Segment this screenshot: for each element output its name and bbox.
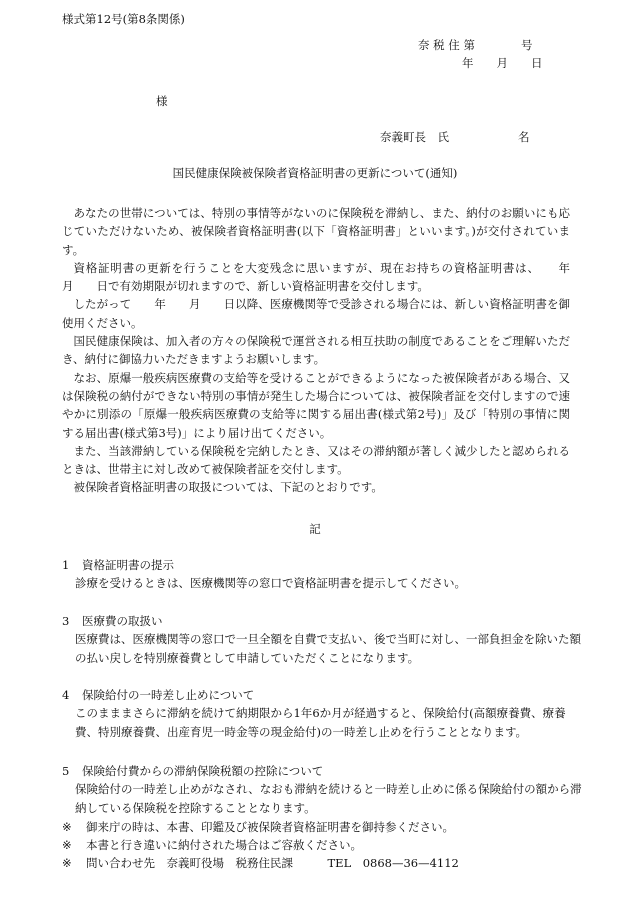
note-mark: ※	[62, 820, 72, 834]
issue-date: 年 月 日	[462, 56, 543, 70]
ki-heading: 記	[309, 522, 321, 536]
paragraph: 資格証明書の更新を行うことを大変残念に思いますが、現在お持ちの資格証明書は、 年 月 日で有効期限が切れますので、新しい資格証明書を交付します。	[62, 260, 593, 294]
section-heading: 資格証明書の提示	[82, 558, 174, 572]
section-3	[62, 612, 582, 667]
section-body: 医療費は、医療機関等の窓口で一旦全額を自費で支払い、後で当町に対し、一部負担金を除いた額の払い戻しを特別療養費として申請していただくことになります。	[75, 632, 581, 665]
section-body: 保険給付の一時差し止めがなされ、なおも滞納を続けると一時差し止めに係る保険給付の額から滞納している保険税を控除することとなります。	[75, 782, 582, 815]
note-contact	[62, 854, 582, 872]
section-body: 診療を受けるときは、医療機関等の窓口で資格証明書を提示してください。	[75, 576, 466, 591]
notice-body	[62, 204, 593, 497]
note-mark: ※	[62, 856, 72, 870]
paragraph: 被保険者資格証明書の取扱については、下記のとおりです。	[73, 480, 383, 495]
document-number: 奈 税 住 第 号	[418, 38, 533, 52]
section-number: 3	[62, 614, 70, 628]
note-bring-items	[62, 818, 582, 836]
section-5	[62, 762, 582, 817]
section-heading: 保険給付の一時差し止めについて	[82, 688, 255, 702]
section-number: 5	[62, 764, 70, 778]
section-number: 1	[62, 558, 70, 572]
document-title: 国民健康保険被保険者資格証明書の更新について(通知)	[172, 166, 458, 180]
section-number: 4	[62, 688, 70, 702]
section-body: このまままさらに滞納を続けて納期限から1年6か月が経過すると、保険給付(高額療養費、療養費、特別療養費、出産育児一時金等の現金給付)の一時差し止めを行うこととなります。	[75, 706, 566, 739]
note-text: 問い合わせ先 奈義町役場 税務住民課 TEL 0868—36—4112	[86, 856, 459, 870]
note-mark: ※	[62, 838, 72, 852]
sender-name: 奈義町長 氏 名	[380, 130, 530, 144]
note-text: 御来庁の時は、本書、印鑑及び被保険者資格証明書を御持参ください。	[86, 820, 454, 834]
paragraph: したがって 年 月 日以降、医療機関等で受診される場合には、新しい資格証明書を御使用ください。	[62, 297, 570, 330]
form-label: 様式第12号(第8条関係)	[62, 12, 185, 26]
addressee-honorific: 様	[156, 94, 168, 108]
paragraph: また、当該滞納している保険税を完納したとき、又はその滞納額が著しく減少したと認められるときは、世帯主に対し改めて被保険者証を交付します。	[62, 443, 570, 477]
section-1	[62, 556, 582, 593]
section-heading: 保険給付費からの滞納保険税額の控除について	[82, 764, 324, 778]
paragraph: 国民健康保険は、加入者の方々の保険税で運営される相互扶助の制度であることをご理解いただき、納付に御協力いただきますようお願いします。	[62, 334, 570, 367]
section-heading: 医療費の取扱い	[82, 614, 163, 628]
section-4	[62, 686, 582, 741]
note-crossing-payment	[62, 836, 582, 854]
paragraph: なお、原爆一般疾病医療費の支給等を受けることができるようになった被保険者がある場合、又は保険税の納付ができない特別の事情が発生した場合については、被保険者証を交付しますので速やかに別添の「原爆一般疾病医療費の支給等に関する届出書(様式第2号)」及び「特別の事情に関する届出書(様式第3号)」により届け出てください。	[62, 370, 570, 440]
paragraph: あなたの世帯については、特別の事情等がないのに保険税を滞納し、また、納付のお願いにも応じていただけないため、被保険者資格証明書(以下「資格証明書」といいます。)が交付されています。	[62, 206, 570, 257]
note-text: 本書と行き違いに納付された場合はご容赦ください。	[86, 838, 362, 852]
